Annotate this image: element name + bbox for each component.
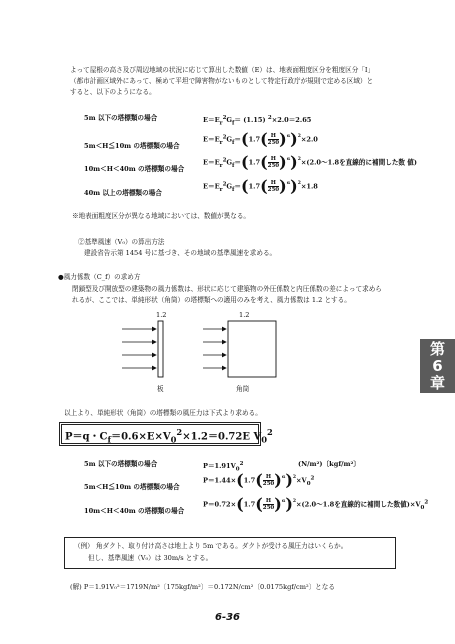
fig-plate-caption: 板 (157, 385, 164, 393)
e-row-formula: $E=E_r^2G_f=(1.7$( $\frac{H}{250}$ )$^\alpha$)$^2$×(2.0〜1.8を直線的に補間した数 値) (203, 152, 418, 172)
base-wind-text: 建設省告示第 1454 号に基づき、その地域の基準風速を求める。 (84, 249, 277, 257)
wind-force-figure (110, 318, 290, 380)
p-row-label: 10m＜H＜40m の塔標類の場合 (84, 507, 185, 515)
e-row-formula: $E=E_r^2G_f=(1.7$( $\frac{H}{250}$ )$^\alpha$)$^2$×1.8 (203, 176, 318, 196)
wind-coef-line-2: れるが、ここでは、単純形状（角筒）の塔標類への適用のみを考え、風力係数は 1.2 とする。 (72, 296, 351, 304)
e-row-label: 5m 以下の塔標類の場合 (84, 114, 158, 122)
solution-text: (解) P＝1.91V₀²＝1719N/m²〔175kgf/m²〕＝0.172N/cm²〔0.0175kgf/cm²〕となる (70, 583, 335, 591)
pressure-unit: (N/m²)〔kgf/m²〕 (298, 460, 361, 468)
roughness-note: ※地表面粗度区分が異なる地域においては、数値が異なる。 (72, 212, 251, 220)
e-row-label: 40m 以上の塔標類の場合 (84, 189, 162, 197)
chapter-tab-char: 章 (429, 374, 445, 392)
fig-tube-caption: 角筒 (236, 385, 250, 393)
example-line-2: 但し、基準風速（V₀）は 30m/s とする。 (88, 554, 213, 562)
p-row-formula: P＝1.44×(1.7( $\frac{H}{250}$ )$^\alpha)^2\times V_0^2$ (203, 470, 315, 490)
p-row-label: 5m＜H≦10m の塔標類の場合 (84, 483, 180, 491)
example-line-1: （例） 角ダクト、取り付け高さは地上より 5m である。ダクトが受ける風圧力はいくらか。 (74, 542, 348, 550)
e-row-label: 5m＜H≦10m の塔標類の場合 (84, 142, 180, 150)
main-formula: P＝q・$C_f=0.6\times E\times V_0^2\times 1.2=0.72E$ $V_0^2$ (65, 427, 273, 445)
wind-coef-line-1: 閉鎖型及び開放型の建築物の風力係数は、形状に応じて建築物の外圧係数と内圧係数の差によって求めら (72, 285, 382, 293)
e-row-label: 10m＜H＜40m の塔標類の場合 (84, 165, 185, 173)
base-wind-heading: ②基準風速（V₀）の算出方法 (78, 238, 165, 246)
pressure-intro: 以上より、単純形状（角筒）の塔標類の風圧力は下式より求める。 (64, 409, 262, 417)
page-number: 6-36 (214, 612, 241, 623)
fig-plate-value: 1.2 (156, 311, 167, 319)
e-row-formula: $E=E_r^2G_f=(1.7$( $\frac{H}{250}$ )$^\alpha$)$^2$×2.0 (203, 129, 318, 149)
tube-wind-arrows (203, 329, 226, 368)
tube-shape (228, 321, 276, 377)
plate-wind-arrows (122, 329, 156, 368)
wind-coef-heading: ●風力係数（C_f）の求め方 (58, 273, 141, 281)
fig-tube-value: 1.2 (239, 311, 250, 319)
plate-shape (158, 321, 163, 377)
e-row-formula: $E=E_r^2G_f= (1.15)$ $^2$×2.0＝2.65 (203, 115, 312, 127)
p-row-label: 5m 以下の塔標類の場合 (84, 460, 158, 468)
chapter-tab (420, 339, 455, 393)
p-row-formula: P＝0.72×(1.7( $\frac{H}{250}$ )$^\alpha$)$^2$×(2.0〜1.8を直線的に補間した数値)$\times V_0^2$ (203, 494, 429, 514)
p-row-formula: $P=1.91V_0^2$ (203, 461, 244, 473)
intro-line-2: （都市計画区域外にあって、極めて平坦で障害物がないものとして特定行政庁が規則で定める区域）と (70, 77, 374, 85)
intro-line-3: すると、以下のようになる。 (70, 88, 156, 96)
chapter-tab-number: 6 (432, 357, 443, 375)
chapter-tab-char: 第 (429, 340, 445, 358)
intro-line-1: よって屋根の高さ及び周辺地域の状況に応じて算出した数値（E）は、地表面粗度区分を粗度区分「Ⅰ」 (70, 66, 375, 74)
